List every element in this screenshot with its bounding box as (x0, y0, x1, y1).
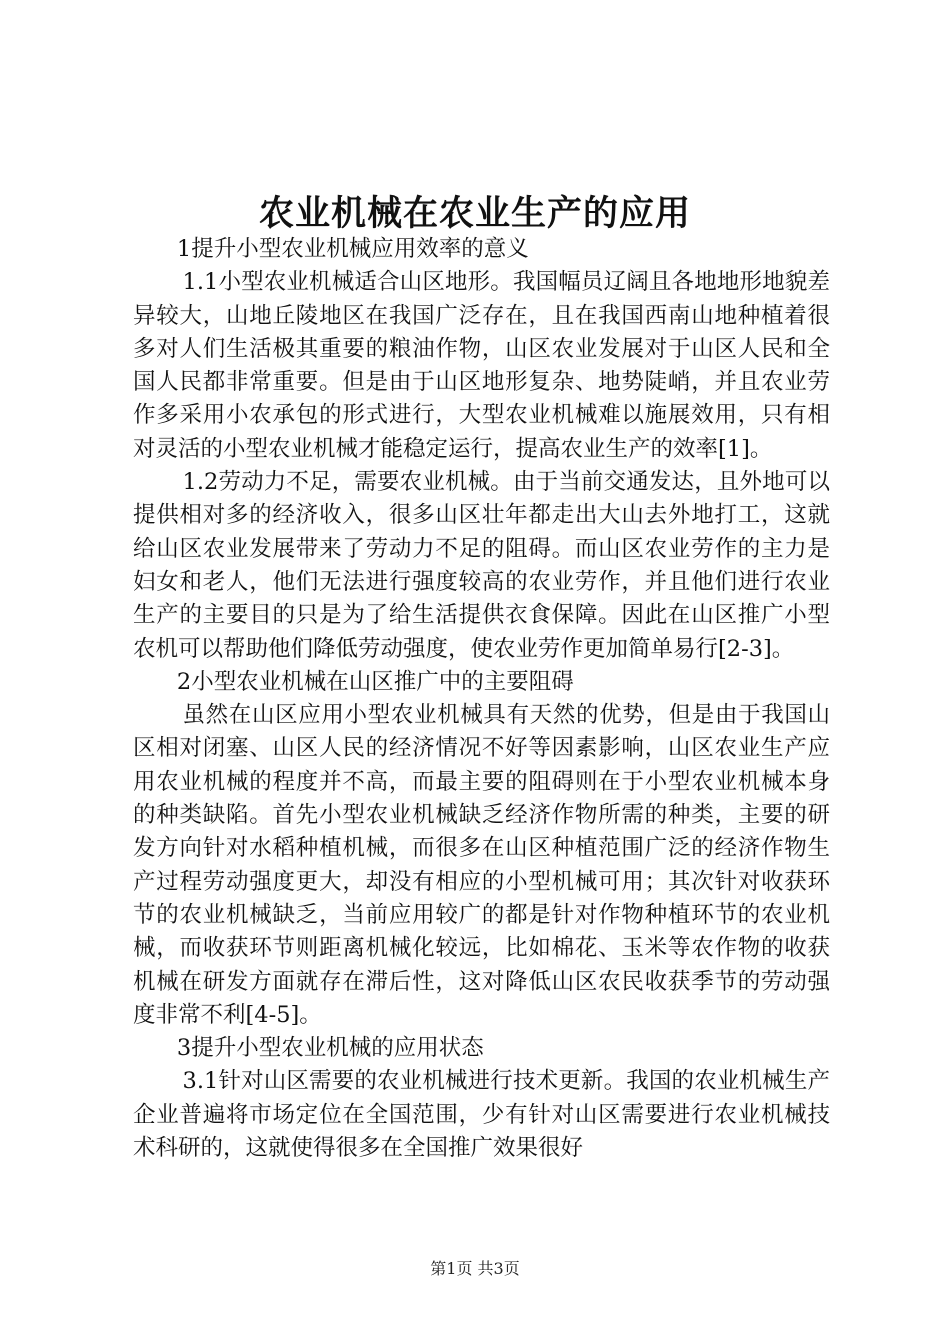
paragraph-1-2: 1.2劳动力不足，需要农业机械。由于当前交通发达，且外地可以提供相对多的经济收入，很多山区壮年都走出大山去外地打工，这就给山区农业发展带来了劳动力不足的阻碍。而山区农业劳作的主力是妇女和老人，他们无法进行强度较高的农业劳作，并且他们进行农业生产的主要目的只是为了给生活提供衣食保障。因此在山区推广小型农机可以帮助他们降低劳动强度，使农业劳作更加简单易行[2-3]。 (133, 469, 830, 662)
page-footer: 第1页 共3页 (430, 1259, 520, 1278)
paragraph-1-1: 1.1小型农业机械适合山区地形。我国幅员辽阔且各地地形地貌差异较大，山地丘陵地区在我国广泛存在，且在我国西南山地种植着很多对人们生活极其重要的粮油作物，山区农业发展对于山区人民和全国人民都非常重要。但是由于山区地形复杂、地势陡峭，并且农业劳作多采用小农承包的形式进行，大型农业机械难以施展效用，只有相对灵活的小型农业机械才能稳定运行，提高农业生产的效率[1]。 (133, 269, 830, 462)
document-body (133, 233, 830, 1165)
paragraph-3-1: 3.1针对山区需要的农业机械进行技术更新。我国的农业机械生产企业普遍将市场定位在全国范围，少有针对山区需要进行农业机械技术科研的，这就使得很多在全国推广效果很好 (133, 1068, 830, 1162)
section-heading-1: 1提升小型农业机械应用效率的意义 (176, 236, 529, 262)
document-title: 农业机械在农业生产的应用 (258, 193, 691, 234)
section-heading-3: 3提升小型农业机械的应用状态 (176, 1035, 484, 1062)
section-heading-2: 2小型农业机械在山区推广中的主要阻碍 (176, 668, 574, 695)
paragraph-2: 虽然在山区应用小型农业机械具有天然的优势，但是由于我国山区相对闭塞、山区人民的经济情况不好等因素影响，山区农业生产应用农业机械的程度并不高，而最主要的阻碍则在于小型农业机械本身的种类缺陷。首先小型农业机械缺乏经济作物所需的种类，主要的研发方向针对水稻种植机械，而很多在山区种植范围广泛的经济作物生产过程劳动强度更大，却没有相应的小型机械可用；其次针对收获环节的农业机械缺乏，当前应用较广的都是针对作物种植环节的农业机械，而收获环节则距离机械化较远，比如棉花、玉米等农作物的收获机械在研发方面就存在滞后性，这对降低山区农民收获季节的劳动强度非常不利[4-5]。 (133, 702, 830, 1028)
